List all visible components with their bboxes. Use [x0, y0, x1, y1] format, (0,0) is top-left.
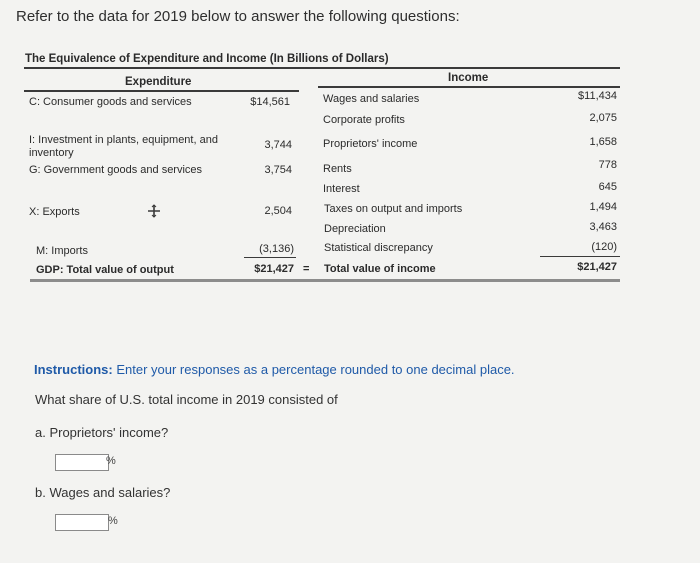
inc-label-proprietors: Proprietors' income [323, 138, 418, 150]
inc-value-depreciation: 3,463 [589, 221, 617, 233]
question-text: What share of U.S. total income in 2019 consisted of [35, 392, 338, 407]
expenditure-header: Expenditure [125, 76, 192, 88]
table-top-rule [24, 67, 620, 69]
exp-value-g: 3,754 [264, 164, 292, 176]
exp-value-i: 3,744 [264, 139, 292, 151]
move-cursor-icon [146, 204, 162, 218]
inc-value-proprietors: 1,658 [589, 136, 617, 148]
exp-label-m: M: Imports [36, 245, 88, 257]
inc-value-total: $21,427 [577, 261, 617, 273]
inc-label-corporate: Corporate profits [323, 114, 405, 126]
inc-label-discrepancy: Statistical discrepancy [324, 242, 433, 254]
inc-value-discrepancy: (120) [591, 241, 617, 253]
inc-value-interest: 645 [598, 181, 617, 193]
exp-label-gdp: GDP: Total value of output [36, 264, 174, 276]
inc-label-wages: Wages and salaries [323, 93, 420, 105]
income-header: Income [448, 72, 489, 84]
equals-sign: = [303, 263, 310, 275]
instructions-lead: Instructions: [34, 362, 113, 377]
part-b-label: b. Wages and salaries? [35, 485, 171, 500]
part-a-percent-unit: % [106, 455, 116, 467]
exp-label-x: X: Exports [29, 206, 80, 218]
part-a-label: a. Proprietors' income? [35, 425, 169, 440]
inc-label-total: Total value of income [324, 263, 436, 275]
instructions [34, 362, 515, 377]
instructions-text: Enter your responses as a percentage rounded to one decimal place. [112, 362, 515, 377]
inc-label-rents: Rents [323, 163, 352, 175]
exp-value-x: 2,504 [264, 205, 292, 217]
inc-label-taxes: Taxes on output and imports [324, 203, 463, 215]
inc-value-taxes: 1,494 [589, 201, 617, 213]
exp-label-c: C: Consumer goods and services [29, 96, 192, 108]
part-b-percent-unit: % [108, 515, 118, 527]
inc-value-wages: $11,434 [578, 90, 617, 102]
income-sum-rule [540, 256, 620, 257]
inc-value-corporate: 2,075 [589, 112, 617, 124]
imports-sum-rule [244, 257, 296, 258]
table-bottom-rule [30, 279, 620, 282]
wages-salaries-input[interactable] [55, 514, 109, 531]
expenditure-header-rule [24, 90, 299, 92]
exp-value-c: $14,561 [250, 96, 290, 108]
inc-label-interest: Interest [323, 183, 360, 195]
intro-text: Refer to the data for 2019 below to answer the following questions: [16, 8, 460, 25]
exp-label-g: G: Government goods and services [29, 164, 203, 176]
exp-value-gdp: $21,427 [254, 263, 294, 275]
income-header-rule [318, 86, 620, 88]
exp-label-i: I: Investment in plants, equipment, and inventory [29, 134, 218, 159]
exp-value-m: (3,136) [259, 243, 294, 255]
proprietors-income-input[interactable] [55, 454, 109, 471]
inc-value-rents: 778 [598, 159, 617, 171]
table-title: The Equivalence of Expenditure and Income (In Billions of Dollars) [25, 53, 389, 65]
inc-label-depreciation: Depreciation [324, 223, 386, 235]
